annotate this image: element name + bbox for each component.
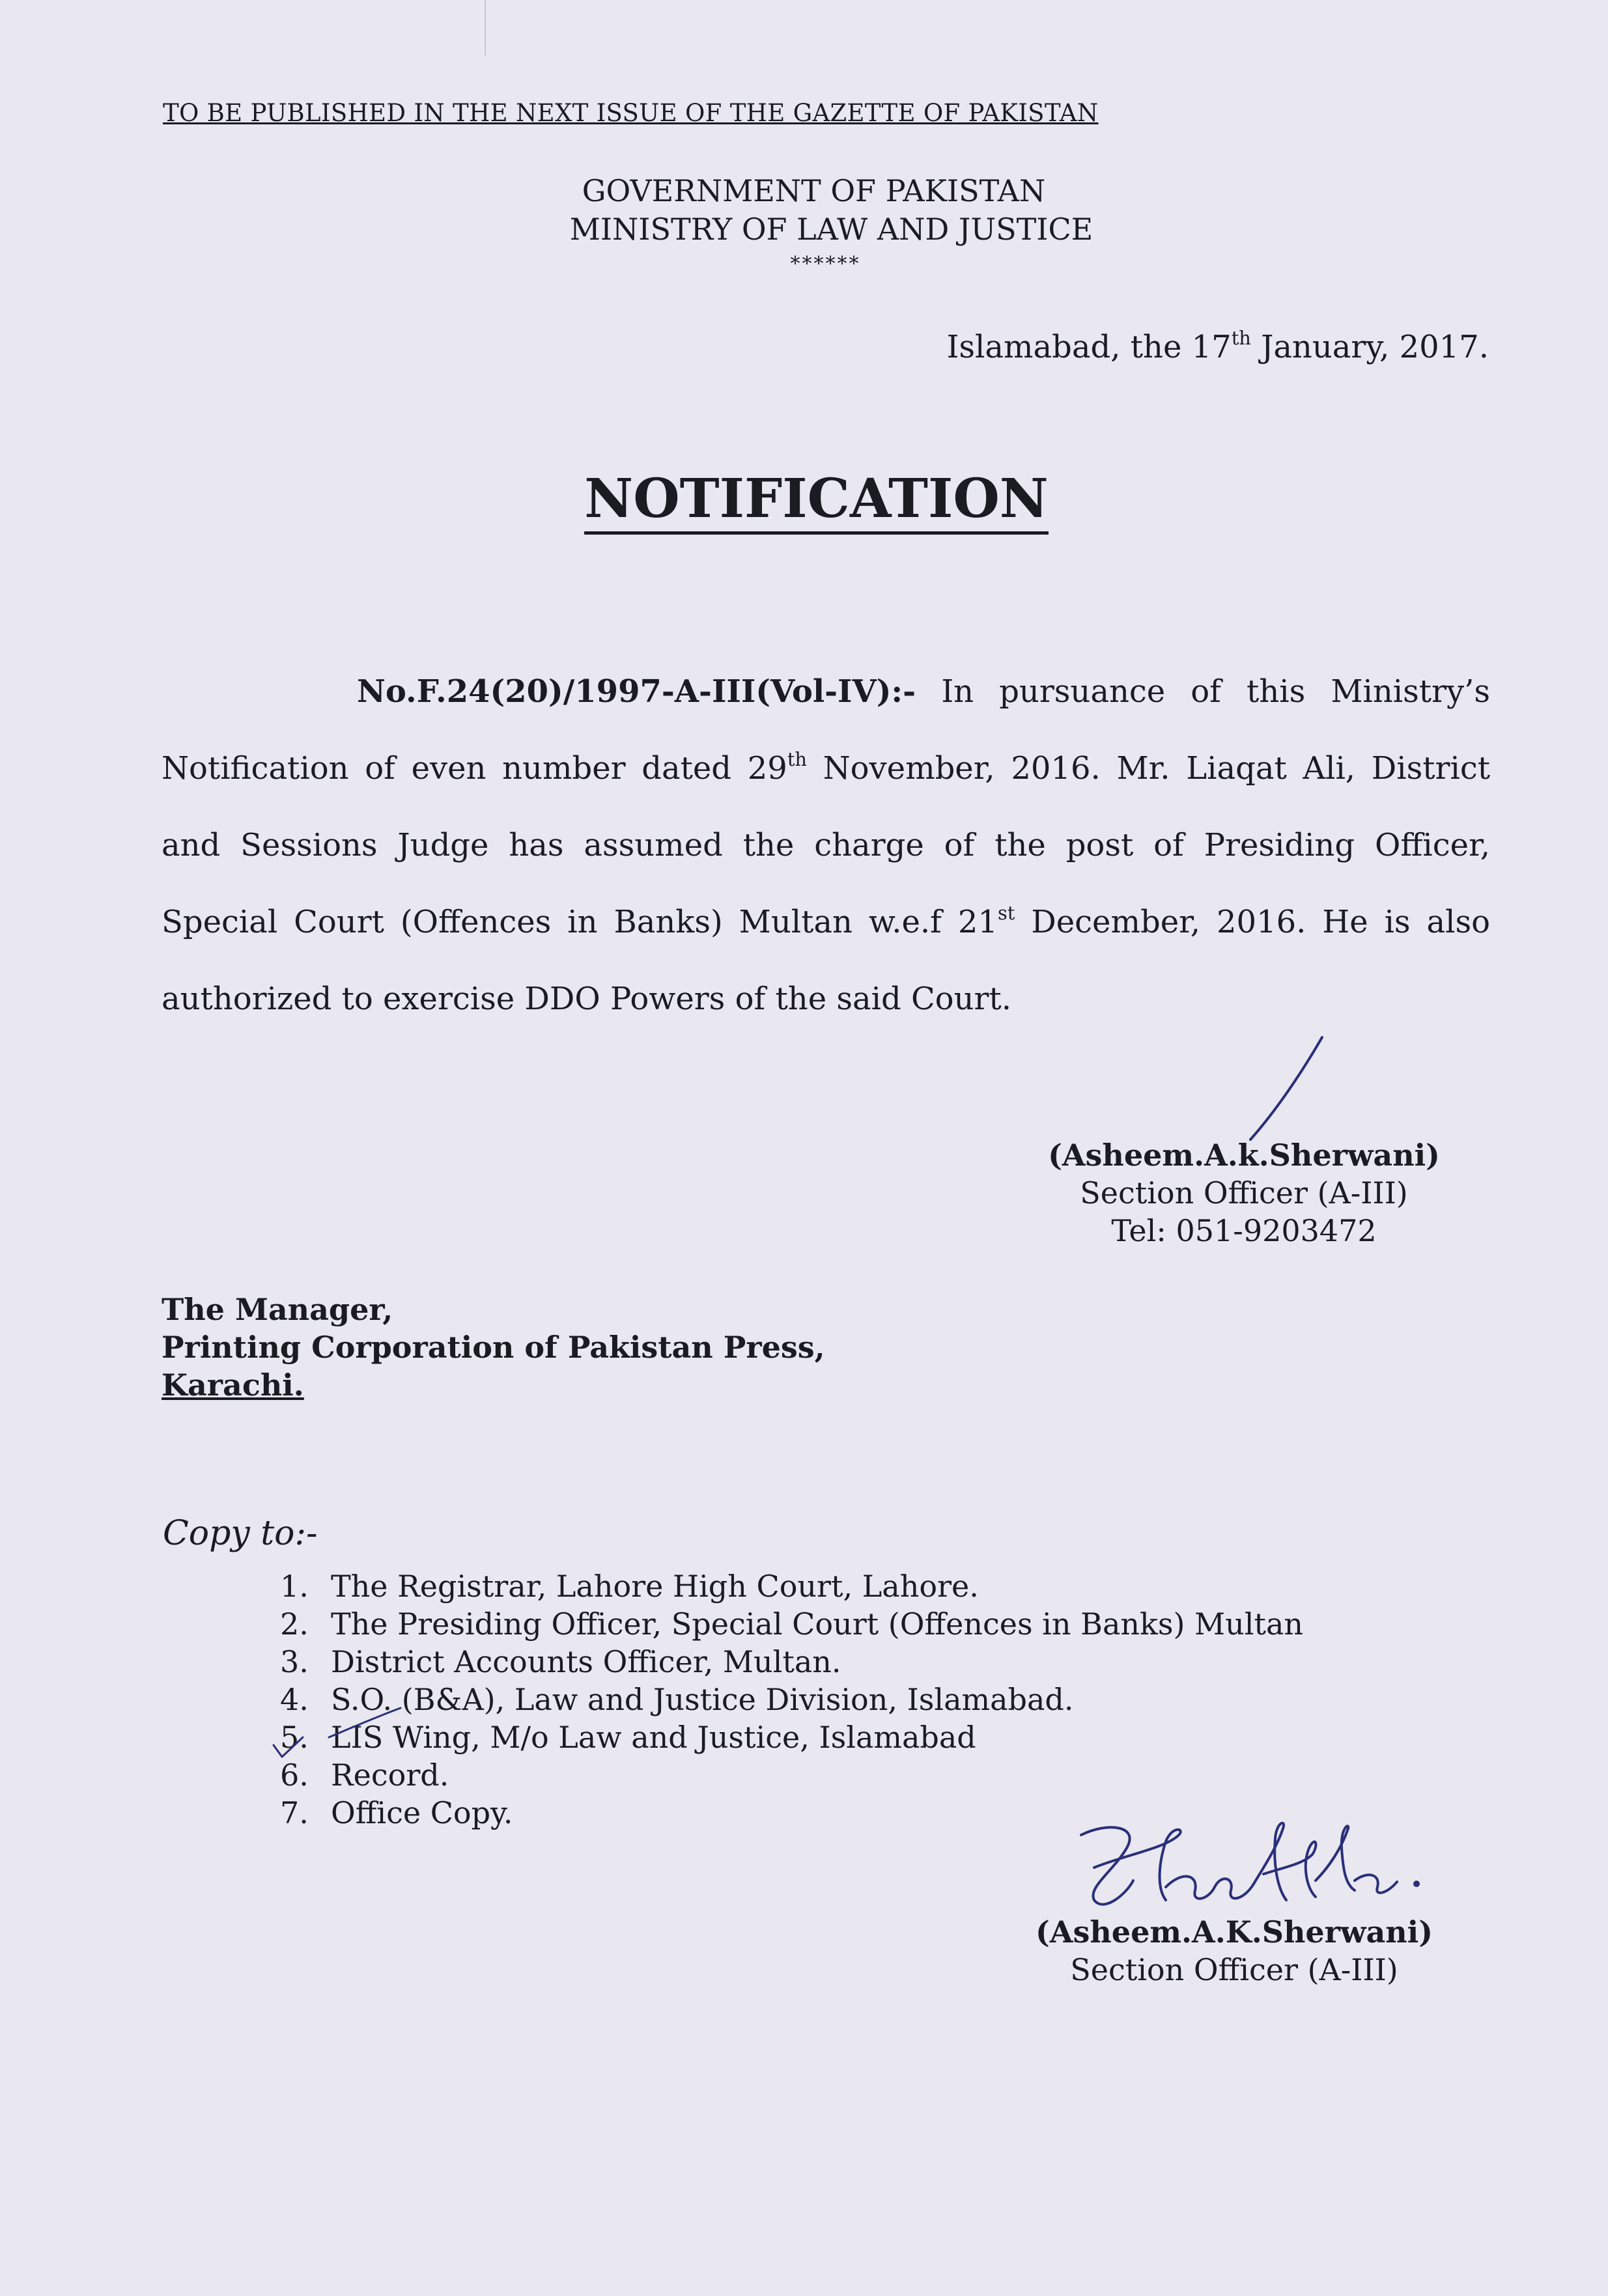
body-line: Special Court (Offences in Banks) Multan w.e.f 21st December, 2016. He is also xyxy=(162,901,1490,940)
signatory-designation: Section Officer (A-III) xyxy=(1070,1952,1398,1987)
list-item: 5. LIS Wing, M/o Law and Justice, Islamabad xyxy=(280,1720,976,1755)
signatory-name: (Asheem.A.k.Sherwani) xyxy=(1048,1138,1440,1173)
list-item: 3. District Accounts Officer, Multan. xyxy=(280,1644,841,1679)
signatory-bottom xyxy=(1006,1913,1462,1989)
signatory-top xyxy=(1016,1136,1472,1250)
addressee-city: Karachi. xyxy=(162,1367,304,1403)
list-item: 1. The Registrar, Lahore High Court, Lahore. xyxy=(280,1569,979,1604)
addressee-line: Printing Corporation of Pakistan Press, xyxy=(162,1330,825,1365)
addressee xyxy=(162,1291,825,1404)
signatory-name: (Asheem.A.K.Sherwani) xyxy=(1036,1914,1433,1950)
body-line: and Sessions Judge has assumed the charge of the post of Presiding Officer, xyxy=(162,827,1490,863)
handwritten-signature xyxy=(1068,1809,1433,1920)
list-item: 7. Office Copy. xyxy=(280,1795,513,1830)
reference-number: No.F.24(20)/1997-A-III(Vol-IV):- xyxy=(357,673,916,710)
signatory-designation: Section Officer (A-III) xyxy=(1080,1175,1408,1211)
list-item: 2. The Presiding Officer, Special Court (Offences in Banks) Multan xyxy=(280,1606,1304,1642)
addressee-line: The Manager, xyxy=(162,1292,393,1327)
tick-mark xyxy=(270,1732,309,1765)
notification-date: Islamabad, the 17th January, 2017. xyxy=(946,326,1489,365)
ministry-heading: MINISTRY OF LAW AND JUSTICE xyxy=(569,212,1093,247)
list-item: 6. Record. xyxy=(280,1757,449,1793)
signatory-tel: Tel: 051-9203472 xyxy=(1111,1213,1377,1248)
heading-separator: ****** xyxy=(790,253,861,275)
list-item: 4. S.O. (B&A), Law and Justice Division, Islamabad. xyxy=(280,1682,1074,1717)
copy-to-list xyxy=(280,1567,1303,1832)
body-line: No.F.24(20)/1997-A-III(Vol-IV):- In pursuance of this Ministry’s xyxy=(357,673,1490,710)
publish-notice: TO BE PUBLISHED IN THE NEXT ISSUE OF THE GAZETTE OF PAKISTAN xyxy=(163,99,1099,127)
body-line: authorized to exercise DDO Powers of the said Court. xyxy=(162,981,1011,1017)
body-line: Notification of even number dated 29th November, 2016. Mr. Liaqat Ali, District xyxy=(162,748,1490,787)
tick-mark xyxy=(326,1705,404,1744)
scan-mark xyxy=(482,0,488,59)
initial-stroke xyxy=(1237,1032,1342,1143)
notification-title: NOTIFICATION xyxy=(0,468,1608,530)
notification-body xyxy=(162,671,1490,1055)
government-heading: GOVERNMENT OF PAKISTAN xyxy=(582,173,1046,208)
copy-to-label: Copy to:- xyxy=(163,1514,318,1553)
